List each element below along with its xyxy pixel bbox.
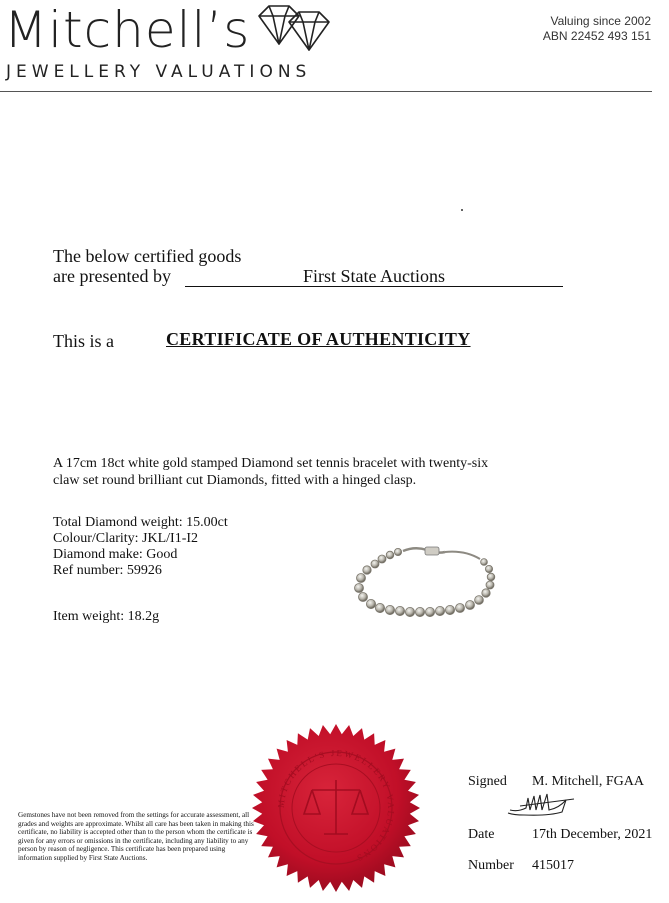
- intro-line-1: The below certified goods: [53, 246, 242, 266]
- detail-total-weight: Total Diamond weight: 15.00ct: [53, 515, 228, 530]
- header-info: [543, 14, 651, 44]
- since-text: Valuing since 2002: [550, 14, 651, 28]
- abn-text: ABN 22452 493 151: [542, 29, 651, 43]
- header-divider: [0, 91, 652, 92]
- detail-ref: Ref number: 59926: [53, 563, 162, 578]
- certificate-prefix: This is a: [53, 331, 114, 351]
- number-value: 415017: [532, 858, 574, 873]
- brand-name: Mitchell’s: [4, 1, 251, 59]
- paper-speck: [461, 209, 463, 211]
- presenter-name: First State Auctions: [185, 266, 563, 287]
- seal-text: MITCHELL'S JEWELLERY VALUATIONS: [275, 747, 397, 864]
- certificate-title: CERTIFICATE OF AUTHENTICITY: [166, 329, 471, 349]
- wax-seal: [250, 722, 422, 894]
- bracelet-photo: [345, 542, 505, 622]
- intro-line-2: are presented by: [53, 266, 171, 286]
- detail-item-weight: Item weight: 18.2g: [53, 609, 160, 624]
- brand-tagline: JEWELLERY VALUATIONS: [6, 62, 312, 82]
- detail-make: Diamond make: Good: [53, 547, 178, 562]
- handwritten-signature: [504, 790, 584, 818]
- date-value: 17th December, 2021: [532, 827, 653, 842]
- number-label: Number: [468, 858, 514, 873]
- description-line-2: claw set round brilliant cut Diamonds, fitted with a hinged clasp.: [53, 473, 417, 488]
- date-label: Date: [468, 827, 495, 842]
- disclaimer-text: Gemstones have not been removed from the settings for accurate assessment, all grades and weights are approximate. Whilst all care has been taken in making this certificate, no liability is accepted other than to the person whom the certificate is given for any errors or omissions in the certificate, including any liability to any person by reason of negligence. This certificate has been prepared using information supplied by First State Auctions.: [18, 811, 254, 862]
- diamonds-logo-icon: [255, 2, 335, 58]
- detail-colour-clarity: Colour/Clarity: JKL/I1-I2: [53, 531, 199, 546]
- signed-value: M. Mitchell, FGAA: [532, 774, 644, 789]
- signed-label: Signed: [468, 774, 507, 789]
- description-line-1: A 17cm 18ct white gold stamped Diamond set tennis bracelet with twenty-six: [53, 456, 489, 471]
